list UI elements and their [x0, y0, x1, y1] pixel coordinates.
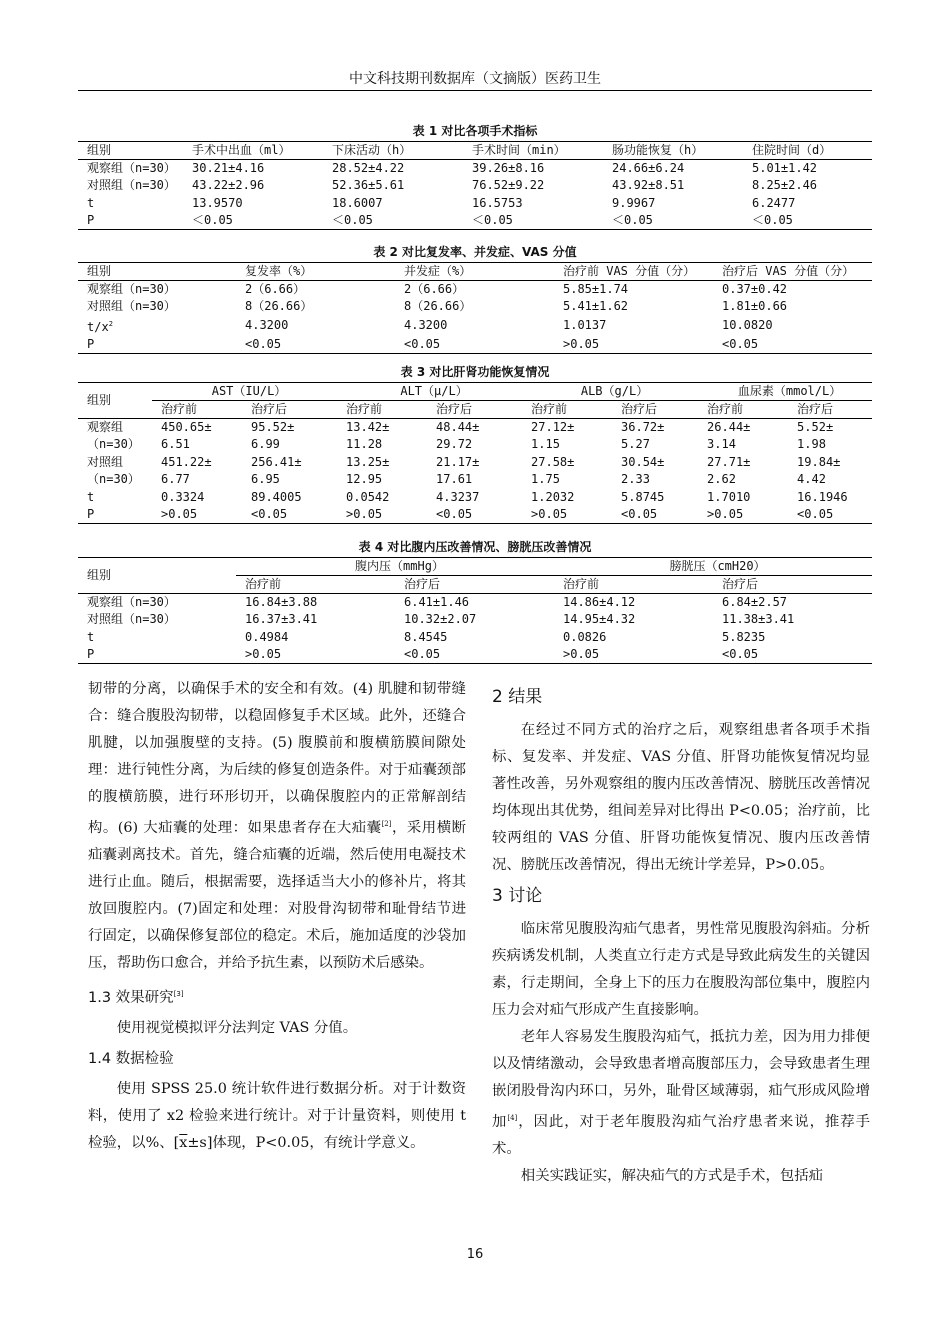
table-cell: 6.84±2.57 — [722, 595, 788, 609]
table-cell: 对照组 — [87, 454, 124, 469]
table-2 — [78, 242, 872, 354]
table-cell: 0.37±0.42 — [722, 282, 788, 296]
table-cell: 30.54± — [621, 454, 665, 469]
table-cell: 1.81±0.66 — [722, 299, 788, 314]
table-header-cell: 住院时间（d） — [743, 142, 872, 160]
table-cell: <0.05 — [251, 507, 288, 521]
table-4-grid — [78, 557, 872, 664]
table-header-cell: 治疗前 — [337, 401, 427, 419]
table-cell: 5.85±1.74 — [563, 282, 629, 296]
table-header-cell: 治疗后 — [713, 576, 872, 594]
table-cell: 10.0820 — [722, 318, 773, 332]
table-cell: 451.22± — [161, 454, 212, 469]
table-cell: <0.05 — [245, 336, 282, 351]
table-cell: 0.0826 — [563, 629, 607, 644]
table-cell: 29.72 — [436, 437, 473, 452]
table-cell: ＜0.05 — [612, 213, 653, 227]
table-cell: ＜0.05 — [192, 213, 233, 227]
table-header-row — [78, 401, 872, 419]
table-cell: 5.27 — [621, 437, 650, 452]
table-header-cell: 治疗前 — [554, 576, 713, 594]
table-header-cell: 治疗后 — [427, 401, 522, 419]
table-cell: 观察组 — [87, 420, 124, 434]
table-header-cell: 治疗前 — [152, 401, 242, 419]
table-cell: 43.92±8.51 — [612, 178, 685, 193]
table-row — [78, 471, 872, 489]
table-cell: 16.1946 — [797, 489, 848, 504]
table-cell: P — [87, 647, 95, 661]
table-cell: 8（26.66） — [245, 299, 313, 314]
table-cell: t — [87, 195, 95, 210]
table-cell: 5.8745 — [621, 489, 665, 504]
table-group-header: AST（IU/L） — [152, 383, 337, 401]
table-cell: 13.42± — [346, 420, 390, 434]
citation: [4] — [507, 1114, 518, 1122]
table-cell: 5.52± — [797, 420, 834, 434]
table-cell: 28.52±4.22 — [332, 161, 405, 175]
table-1 — [78, 121, 872, 230]
table-header-cell: 复发率（%） — [236, 263, 395, 281]
table-cell: P — [87, 336, 95, 351]
table-cell: 17.61 — [436, 472, 473, 487]
table-cell: 观察组（n=30） — [87, 161, 176, 175]
table-header-cell: 治疗前 — [236, 576, 395, 594]
table-header-row — [78, 142, 872, 160]
table-cell: 16.5753 — [472, 195, 523, 210]
table-row — [78, 177, 872, 195]
table-cell: 48.44± — [436, 420, 480, 434]
table-header-cell: 肠功能恢复（h） — [603, 142, 743, 160]
stat-superscript: 2 — [108, 319, 113, 328]
table-cell: 14.86±4.12 — [563, 595, 636, 609]
table-cell: 2.33 — [621, 472, 650, 487]
table-group-header: 膀胱压（cmH20） — [554, 558, 872, 576]
table-cell: 4.3200 — [245, 318, 289, 332]
journal-header: 中文科技期刊数据库（文摘版）医药卫生 — [349, 71, 601, 87]
table-cell: >0.05 — [161, 507, 198, 521]
table-cell: >0.05 — [563, 647, 600, 661]
section-heading: 2 结果 — [492, 687, 543, 707]
table-cell: （n=30） — [87, 437, 140, 452]
table-header-cell: 治疗后 — [395, 576, 554, 594]
table-row — [78, 160, 872, 178]
table-cell: <0.05 — [797, 507, 834, 521]
table-cell: （n=30） — [87, 472, 140, 487]
table-group-header: 血尿素（mmol/L） — [698, 383, 872, 401]
table-row — [78, 629, 872, 647]
table-cell: 对照组（n=30） — [87, 178, 176, 193]
table-group-header: ALB（g/L） — [522, 383, 698, 401]
table-cell: 11.28 — [346, 437, 383, 452]
table-cell: 4.3237 — [436, 489, 480, 504]
table-cell: 6.95 — [251, 472, 280, 487]
table-cell: 1.15 — [531, 437, 560, 452]
table-cell: 18.6007 — [332, 195, 383, 210]
table-cell: 27.58± — [531, 454, 575, 469]
table-cell: 89.4005 — [251, 489, 302, 504]
table-header-cell: 治疗后 — [612, 401, 698, 419]
table-cell: 5.01±1.42 — [752, 161, 818, 175]
table-header-cell: 治疗后 VAS 分值（分） — [713, 263, 872, 281]
table-cell: 3.14 — [707, 437, 736, 452]
table-cell: <0.05 — [404, 647, 441, 661]
table-cell: 8.4545 — [404, 629, 448, 644]
table-cell: 39.26±8.16 — [472, 161, 545, 175]
table-cell: 5.8235 — [722, 629, 766, 644]
table-2-grid — [78, 262, 872, 354]
table-header-cell: 下床活动（h） — [323, 142, 463, 160]
table-cell: 13.9570 — [192, 195, 243, 210]
paragraph-text: 使用 SPSS 25.0 统计软件进行数据分析。对于计数资料，使用了 x2 检验来进行统计。对于计量资料，则使用 t 检验，以%、[ — [88, 1080, 466, 1151]
table-header-cell: 组别 — [78, 383, 152, 419]
table-cell: 13.25± — [346, 454, 390, 469]
table-row — [78, 195, 872, 213]
section-heading — [88, 981, 466, 1012]
table-cell: <0.05 — [722, 647, 759, 661]
table-header-cell: 组别 — [78, 558, 236, 594]
table-row — [78, 646, 872, 664]
table-cell: 1.7010 — [707, 489, 751, 504]
table-cell: 5.41±1.62 — [563, 299, 629, 314]
body-paragraph — [88, 1076, 466, 1157]
body-paragraph: 使用视觉模拟评分法判定 VAS 分值。 — [116, 1019, 358, 1036]
paragraph-text: ±s]体现，P<0.05，有统计学意义。 — [187, 1134, 425, 1151]
table-cell: <0.05 — [436, 507, 473, 521]
table-cell: 观察组（n=30） — [87, 282, 176, 296]
table-cell: 450.65± — [161, 420, 212, 434]
table-row — [78, 298, 872, 316]
table-cell: 4.3200 — [404, 318, 448, 332]
table-2-caption: 表 2 对比复发率、并发症、VAS 分值 — [373, 245, 577, 259]
table-cell: 6.77 — [161, 472, 190, 487]
table-cell: 14.95±4.32 — [563, 612, 636, 627]
table-row — [78, 336, 872, 354]
table-row — [78, 419, 872, 437]
table-cell: 52.36±5.61 — [332, 178, 405, 193]
table-cell: P — [87, 213, 95, 227]
table-cell: 2（6.66） — [404, 282, 465, 296]
table-header-cell: 治疗后 — [242, 401, 337, 419]
table-cell: >0.05 — [245, 647, 282, 661]
table-cell: 4.42 — [797, 472, 826, 487]
table-cell: >0.05 — [531, 507, 568, 521]
body-paragraph: 临床常见腹股沟疝气患者，男性常见腹股沟斜疝。分析疾病诱发机制，人类直立行走方式是导致此病发生的关键因素，行走期间，全身上下的压力在腹股沟部位集中，腹腔内压力会对疝气形成产生直接影响。 — [492, 921, 870, 1018]
table-cell: 95.52± — [251, 420, 295, 434]
table-cell: P — [87, 507, 95, 521]
table-4-caption: 表 4 对比腹内压改善情况、膀胱压改善情况 — [358, 540, 592, 554]
body-paragraph: 相关实践证实，解决疝气的方式是手术，包括疝 — [520, 1167, 824, 1184]
body-paragraph — [88, 676, 466, 977]
table-cell: 11.38±3.41 — [722, 612, 795, 627]
header-rule — [78, 90, 872, 91]
right-column — [492, 680, 870, 1190]
citation: [3] — [173, 989, 184, 998]
table-cell — [78, 316, 236, 336]
table-row — [78, 281, 872, 299]
table-cell: t — [87, 489, 95, 504]
table-cell: 26.44± — [707, 420, 751, 434]
page-number: 16 — [466, 1247, 484, 1262]
table-cell: 对照组（n=30） — [87, 299, 176, 314]
section-heading: 1.4 数据检验 — [88, 1050, 174, 1067]
section-heading-text: 1.3 效果研究 — [88, 989, 174, 1006]
table-row — [78, 611, 872, 629]
table-header-cell: 治疗后 — [788, 401, 872, 419]
table-row — [78, 506, 872, 524]
table-cell: 6.99 — [251, 437, 280, 452]
table-cell: 6.51 — [161, 437, 190, 452]
table-cell: t — [87, 629, 95, 644]
table-cell: 0.0542 — [346, 489, 390, 504]
table-cell: 8.25±2.46 — [752, 178, 818, 193]
table-cell: ＜0.05 — [752, 213, 793, 227]
table-cell: 43.22±2.96 — [192, 178, 265, 193]
table-cell: 27.71± — [707, 454, 751, 469]
paragraph-text: 老年人容易发生腹股沟疝气，抵抗力差，因为用力排便以及情绪激动，会导致患者增高腹部压力，会导致患者生理嵌闭股骨沟内环口，另外，耻骨区域薄弱，疝气形成风险增加 — [492, 1029, 870, 1130]
table-row — [78, 594, 872, 612]
table-row — [78, 316, 872, 336]
body-paragraph — [492, 1024, 870, 1163]
paragraph-text: ，采用横断疝囊剥离技术。首先，缝合疝囊的近端，然后使用电凝技术进行止血。随后，根据需要，选择适当大小的修补片，将其放回腹腔内。(7)固定和处理：对股骨沟韧带和耻骨结节进行固定，以确保修复部位的稳定。术后，施加适度的沙袋加压，帮助伤口愈合，并给予抗生素，以预防术后感染。 — [88, 819, 466, 971]
table-cell: 1.2032 — [531, 489, 575, 504]
table-cell: <0.05 — [621, 507, 658, 521]
table-cell: 0.4984 — [245, 629, 289, 644]
table-cell: >0.05 — [707, 507, 744, 521]
paragraph-text: ，因此，对于老年腹股沟疝气治疗患者来说，推荐手术。 — [492, 1113, 870, 1157]
table-group-header-row — [78, 383, 872, 401]
table-cell: >0.05 — [563, 336, 600, 351]
table-header-cell: 手术中出血（ml） — [183, 142, 323, 160]
table-header-cell: 治疗前 VAS 分值（分） — [554, 263, 713, 281]
table-cell: 76.52±9.22 — [472, 178, 545, 193]
table-3-grid — [78, 382, 872, 524]
table-cell: 6.2477 — [752, 195, 796, 210]
table-3-caption: 表 3 对比肝肾功能恢复情况 — [400, 365, 550, 379]
table-cell: 12.95 — [346, 472, 383, 487]
table-cell: 36.72± — [621, 420, 665, 434]
body-paragraph: 在经过不同方式的治疗之后，观察组患者各项手术指标、复发率、并发症、VAS 分值、肝肾功能恢复情况均显著性改善，另外观察组的腹内压改善情况、膀胱压改善情况均体现出其优势，组间差异对比得出 P<0.05；治疗前，比较两组的 VAS 分值、肝肾功能恢复情况、腹内压改善情况、膀胱压改善情况，得出无统计学差异，P>0.05。 — [492, 722, 870, 873]
table-cell: 1.98 — [797, 437, 826, 452]
table-cell: 9.9967 — [612, 195, 656, 210]
table-cell: 8（26.66） — [404, 299, 472, 314]
table-1-caption: 表 1 对比各项手术指标 — [412, 124, 538, 138]
citation: [2] — [381, 820, 392, 828]
table-cell: 24.66±6.24 — [612, 161, 685, 175]
table-cell: 256.41± — [251, 454, 302, 469]
table-header-cell: 治疗前 — [522, 401, 612, 419]
table-group-header-row — [78, 558, 872, 576]
table-cell: 1.0137 — [563, 318, 607, 332]
table-header-cell: 治疗前 — [698, 401, 788, 419]
table-group-header: ALT（μ/L） — [337, 383, 522, 401]
table-header-cell: 组别 — [78, 263, 236, 281]
table-cell: 2.62 — [707, 472, 736, 487]
table-row — [78, 454, 872, 472]
table-cell: 16.84±3.88 — [245, 595, 318, 609]
table-row — [78, 436, 872, 454]
table-cell: 10.32±2.07 — [404, 612, 477, 627]
table-cell: 27.12± — [531, 420, 575, 434]
table-cell: 16.37±3.41 — [245, 612, 318, 627]
table-cell: >0.05 — [346, 507, 383, 521]
table-cell: 观察组（n=30） — [87, 595, 176, 609]
table-header-cell: 手术时间（min） — [463, 142, 603, 160]
mean-symbol: $\overline{x}$ — [179, 1134, 188, 1151]
table-cell: 21.17± — [436, 454, 480, 469]
table-cell: <0.05 — [404, 336, 441, 351]
paragraph-text: 韧带的分离，以确保手术的安全和有效。(4) 肌腱和韧带缝合：缝合腹股沟韧带，以稳固修复手术区域。此外，还缝合肌腱，以加强腹壁的支持。(5) 腹膜前和腹横筋膜间隙处理：进行钝性分离，为后续的修复创造条件。对于疝囊颈部的腹横筋膜，进行环形切开，以确保腹腔内的正常解剖结构。(6) 大疝囊的处理：如果患者存在大疝囊 — [88, 681, 466, 836]
table-header-cell: 并发症（%） — [395, 263, 554, 281]
table-cell: ＜0.05 — [472, 213, 513, 227]
section-heading: 3 讨论 — [492, 886, 543, 906]
table-cell: 6.41±1.46 — [404, 595, 470, 609]
table-row — [78, 212, 872, 230]
table-cell: 19.84± — [797, 454, 841, 469]
table-cell: 对照组（n=30） — [87, 612, 176, 627]
table-cell: ＜0.05 — [332, 213, 373, 227]
table-header-cell: 组别 — [78, 142, 183, 160]
table-1-grid — [78, 141, 872, 230]
stat-label: t/x — [87, 319, 109, 334]
table-cell: 1.75 — [531, 472, 560, 487]
left-column — [88, 676, 466, 1157]
table-row — [78, 489, 872, 507]
table-4 — [78, 537, 872, 664]
table-cell: 30.21±4.16 — [192, 161, 265, 175]
table-3 — [78, 362, 872, 524]
table-cell: 0.3324 — [161, 489, 205, 504]
table-group-header: 腹内压（mmHg） — [236, 558, 554, 576]
table-cell: 2（6.66） — [245, 282, 306, 296]
table-cell: <0.05 — [722, 336, 759, 351]
table-header-row — [78, 263, 872, 281]
